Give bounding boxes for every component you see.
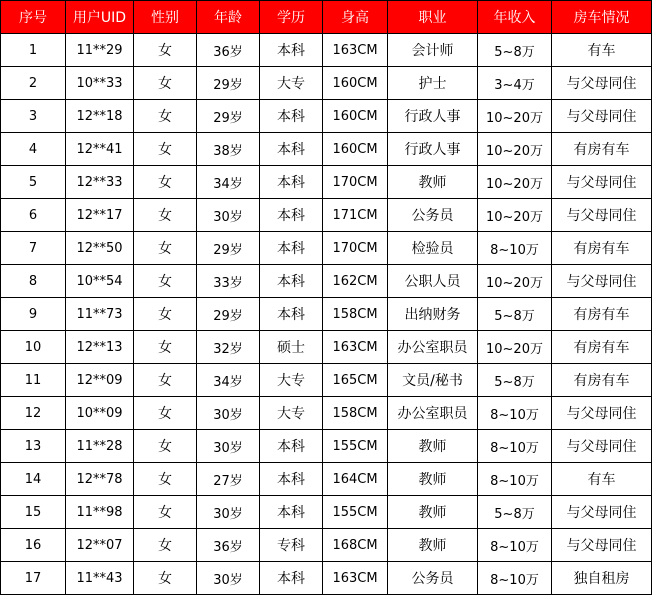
col-header-gender: 性别: [134, 1, 197, 34]
cell-index: 7: [1, 232, 66, 265]
cell-education: 本科: [260, 166, 323, 199]
cell-gender: 女: [134, 562, 197, 595]
table-row: [1, 496, 652, 529]
cell-education: 本科: [260, 133, 323, 166]
table-row: [1, 265, 652, 298]
cell-income: 5~8万: [478, 496, 552, 529]
cell-uid: 11**28: [66, 430, 134, 463]
cell-education: 本科: [260, 265, 323, 298]
cell-gender: 女: [134, 232, 197, 265]
cell-education: 本科: [260, 199, 323, 232]
col-header-housing: 房车情况: [552, 1, 652, 34]
cell-uid: 12**07: [66, 529, 134, 562]
cell-index: 17: [1, 562, 66, 595]
cell-index: 6: [1, 199, 66, 232]
cell-age: 29岁: [197, 67, 260, 100]
cell-gender: 女: [134, 100, 197, 133]
cell-uid: 12**09: [66, 364, 134, 397]
cell-index: 4: [1, 133, 66, 166]
cell-housing: 与父母同住: [552, 496, 652, 529]
cell-index: 16: [1, 529, 66, 562]
cell-age: 36岁: [197, 34, 260, 67]
cell-index: 11: [1, 364, 66, 397]
cell-height: 162CM: [323, 265, 388, 298]
cell-index: 10: [1, 331, 66, 364]
cell-gender: 女: [134, 529, 197, 562]
cell-height: 171CM: [323, 199, 388, 232]
cell-occupation: 公务员: [388, 199, 478, 232]
cell-uid: 10**09: [66, 397, 134, 430]
cell-age: 30岁: [197, 397, 260, 430]
cell-income: 8~10万: [478, 463, 552, 496]
cell-housing: 与父母同住: [552, 100, 652, 133]
cell-height: 163CM: [323, 331, 388, 364]
cell-height: 160CM: [323, 100, 388, 133]
cell-housing: 与父母同住: [552, 67, 652, 100]
cell-occupation: 检验员: [388, 232, 478, 265]
table-body: [1, 34, 652, 595]
col-header-education: 学历: [260, 1, 323, 34]
cell-housing: 有车: [552, 34, 652, 67]
cell-housing: 有房有车: [552, 298, 652, 331]
cell-income: 10~20万: [478, 100, 552, 133]
cell-occupation: 教师: [388, 430, 478, 463]
cell-uid: 11**29: [66, 34, 134, 67]
cell-gender: 女: [134, 67, 197, 100]
cell-housing: 与父母同住: [552, 529, 652, 562]
cell-age: 27岁: [197, 463, 260, 496]
cell-occupation: 教师: [388, 496, 478, 529]
col-header-height: 身高: [323, 1, 388, 34]
cell-income: 10~20万: [478, 199, 552, 232]
cell-index: 5: [1, 166, 66, 199]
cell-education: 本科: [260, 298, 323, 331]
cell-age: 29岁: [197, 232, 260, 265]
cell-income: 5~8万: [478, 298, 552, 331]
table-row: [1, 133, 652, 166]
table-row: [1, 529, 652, 562]
cell-occupation: 会计师: [388, 34, 478, 67]
table-row: [1, 34, 652, 67]
cell-occupation: 教师: [388, 529, 478, 562]
cell-occupation: 护士: [388, 67, 478, 100]
cell-gender: 女: [134, 496, 197, 529]
cell-gender: 女: [134, 166, 197, 199]
cell-income: 10~20万: [478, 265, 552, 298]
cell-age: 29岁: [197, 298, 260, 331]
cell-income: 8~10万: [478, 529, 552, 562]
cell-income: 8~10万: [478, 430, 552, 463]
cell-index: 13: [1, 430, 66, 463]
cell-uid: 12**78: [66, 463, 134, 496]
cell-occupation: 出纳财务: [388, 298, 478, 331]
table-row: [1, 331, 652, 364]
cell-income: 10~20万: [478, 133, 552, 166]
cell-housing: 有房有车: [552, 232, 652, 265]
cell-age: 36岁: [197, 529, 260, 562]
cell-gender: 女: [134, 331, 197, 364]
cell-height: 155CM: [323, 496, 388, 529]
cell-gender: 女: [134, 199, 197, 232]
cell-index: 8: [1, 265, 66, 298]
cell-age: 30岁: [197, 430, 260, 463]
cell-index: 15: [1, 496, 66, 529]
cell-education: 本科: [260, 562, 323, 595]
cell-uid: 10**54: [66, 265, 134, 298]
cell-occupation: 行政人事: [388, 100, 478, 133]
col-header-income: 年收入: [478, 1, 552, 34]
cell-education: 本科: [260, 232, 323, 265]
cell-index: 14: [1, 463, 66, 496]
col-header-index: 序号: [1, 1, 66, 34]
cell-housing: 与父母同住: [552, 166, 652, 199]
cell-height: 170CM: [323, 232, 388, 265]
cell-height: 160CM: [323, 67, 388, 100]
cell-age: 30岁: [197, 496, 260, 529]
cell-housing: 与父母同住: [552, 265, 652, 298]
table-row: [1, 430, 652, 463]
cell-uid: 10**33: [66, 67, 134, 100]
cell-income: 5~8万: [478, 34, 552, 67]
cell-income: 3~4万: [478, 67, 552, 100]
table-row: [1, 199, 652, 232]
cell-education: 大专: [260, 364, 323, 397]
cell-height: 164CM: [323, 463, 388, 496]
col-header-age: 年龄: [197, 1, 260, 34]
cell-occupation: 教师: [388, 463, 478, 496]
cell-gender: 女: [134, 133, 197, 166]
cell-index: 3: [1, 100, 66, 133]
cell-uid: 11**73: [66, 298, 134, 331]
cell-height: 163CM: [323, 562, 388, 595]
cell-index: 2: [1, 67, 66, 100]
cell-index: 12: [1, 397, 66, 430]
cell-education: 大专: [260, 67, 323, 100]
table-row: [1, 463, 652, 496]
cell-height: 163CM: [323, 34, 388, 67]
cell-gender: 女: [134, 463, 197, 496]
cell-uid: 12**33: [66, 166, 134, 199]
cell-housing: 有房有车: [552, 133, 652, 166]
cell-occupation: 公职人员: [388, 265, 478, 298]
cell-height: 168CM: [323, 529, 388, 562]
cell-height: 165CM: [323, 364, 388, 397]
cell-housing: 与父母同住: [552, 397, 652, 430]
table-row: [1, 166, 652, 199]
table-row: [1, 232, 652, 265]
table-row: [1, 397, 652, 430]
cell-education: 本科: [260, 496, 323, 529]
cell-housing: 有房有车: [552, 364, 652, 397]
cell-occupation: 办公室职员: [388, 331, 478, 364]
cell-age: 30岁: [197, 562, 260, 595]
cell-education: 硕士: [260, 331, 323, 364]
cell-education: 本科: [260, 100, 323, 133]
cell-height: 160CM: [323, 133, 388, 166]
col-header-occupation: 职业: [388, 1, 478, 34]
cell-uid: 12**18: [66, 100, 134, 133]
header-row: [1, 1, 652, 34]
cell-age: 34岁: [197, 166, 260, 199]
cell-height: 170CM: [323, 166, 388, 199]
cell-occupation: 文员/秘书: [388, 364, 478, 397]
cell-housing: 独自租房: [552, 562, 652, 595]
cell-gender: 女: [134, 34, 197, 67]
table-row: [1, 562, 652, 595]
cell-income: 8~10万: [478, 232, 552, 265]
cell-age: 30岁: [197, 199, 260, 232]
cell-education: 本科: [260, 430, 323, 463]
cell-education: 大专: [260, 397, 323, 430]
cell-uid: 12**50: [66, 232, 134, 265]
cell-income: 10~20万: [478, 166, 552, 199]
cell-index: 9: [1, 298, 66, 331]
cell-height: 158CM: [323, 397, 388, 430]
cell-occupation: 教师: [388, 166, 478, 199]
cell-occupation: 行政人事: [388, 133, 478, 166]
table-row: [1, 100, 652, 133]
cell-age: 38岁: [197, 133, 260, 166]
cell-height: 158CM: [323, 298, 388, 331]
cell-education: 专科: [260, 529, 323, 562]
cell-age: 33岁: [197, 265, 260, 298]
cell-age: 29岁: [197, 100, 260, 133]
cell-income: 5~8万: [478, 364, 552, 397]
cell-gender: 女: [134, 397, 197, 430]
cell-education: 本科: [260, 463, 323, 496]
cell-gender: 女: [134, 364, 197, 397]
table-row: [1, 364, 652, 397]
cell-housing: 有房有车: [552, 331, 652, 364]
cell-uid: 12**13: [66, 331, 134, 364]
cell-age: 34岁: [197, 364, 260, 397]
cell-occupation: 办公室职员: [388, 397, 478, 430]
table-row: [1, 67, 652, 100]
cell-uid: 11**98: [66, 496, 134, 529]
cell-gender: 女: [134, 430, 197, 463]
cell-income: 8~10万: [478, 397, 552, 430]
cell-index: 1: [1, 34, 66, 67]
cell-housing: 与父母同住: [552, 199, 652, 232]
cell-housing: 与父母同住: [552, 430, 652, 463]
cell-housing: 有车: [552, 463, 652, 496]
cell-income: 10~20万: [478, 331, 552, 364]
cell-gender: 女: [134, 298, 197, 331]
cell-gender: 女: [134, 265, 197, 298]
cell-uid: 12**41: [66, 133, 134, 166]
cell-age: 32岁: [197, 331, 260, 364]
cell-height: 155CM: [323, 430, 388, 463]
cell-occupation: 公务员: [388, 562, 478, 595]
table-row: [1, 298, 652, 331]
cell-education: 本科: [260, 34, 323, 67]
cell-uid: 11**43: [66, 562, 134, 595]
cell-income: 8~10万: [478, 562, 552, 595]
cell-uid: 12**17: [66, 199, 134, 232]
col-header-uid: 用户UID: [66, 1, 134, 34]
